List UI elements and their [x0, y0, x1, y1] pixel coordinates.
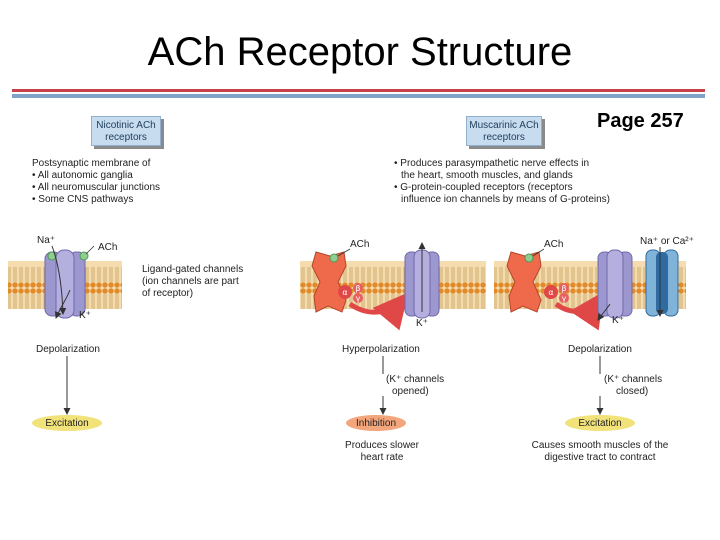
muscarinic-right-mechanism-2: closed): [616, 386, 649, 397]
muscarinic-left-outcome: Inhibition: [355, 418, 397, 429]
muscarinic-description-3: influence ion channels by means of G-proteins): [401, 194, 611, 205]
nicotinic-header-line1: Nicotinic ACh: [96, 120, 156, 131]
muscarinic-left-effect-2: heart rate: [360, 452, 404, 463]
muscarinic-left-ligand-label: ACh: [350, 239, 370, 250]
muscarinic-left-effect-1: Produces slower: [345, 440, 419, 451]
muscarinic-left-alpha: α: [342, 288, 348, 297]
muscarinic-left-ion-out-label: K⁺: [416, 318, 428, 329]
muscarinic-description-0: • Produces parasympathetic nerve effects in: [394, 158, 590, 169]
muscarinic-right-beta: β: [561, 284, 567, 293]
nicotinic-response: Depolarization: [36, 344, 100, 355]
muscarinic-left-ach-dot: [330, 254, 338, 262]
nicotinic-ligand-label: ACh: [98, 242, 118, 253]
muscarinic-right-k-channel: [598, 250, 632, 318]
muscarinic-description-2: • G-protein-coupled receptors (receptors: [394, 182, 573, 193]
muscarinic-right-cation-channel: [646, 250, 678, 316]
nicotinic-location-3: • Some CNS pathways: [32, 194, 134, 205]
muscarinic-right-gamma: γ: [561, 294, 567, 303]
muscarinic-description-1: the heart, smooth muscles, and glands: [401, 170, 573, 181]
muscarinic-right-effect-1: Causes smooth muscles of the: [531, 440, 669, 451]
muscarinic-left-beta: β: [355, 284, 361, 293]
muscarinic-left-gamma: γ: [355, 294, 361, 303]
muscarinic-right-mechanism-1: (K⁺ channels: [604, 374, 663, 385]
muscarinic-left-response: Hyperpolarization: [342, 344, 420, 355]
slide-title: ACh Receptor Structure: [147, 30, 573, 74]
page-reference: Page 257: [597, 110, 684, 132]
nicotinic-ion-out-label: K⁺: [79, 310, 91, 321]
nicotinic-location-2: • All neuromuscular junctions: [32, 182, 161, 193]
muscarinic-left-mechanism-2: opened): [392, 386, 429, 397]
muscarinic-right-ion-out-label: K⁺: [612, 315, 624, 326]
muscarinic-header-line1: Muscarinic ACh: [469, 120, 539, 131]
muscarinic-right-outcome: Excitation: [578, 418, 622, 429]
nicotinic-ach-pointer: [86, 246, 94, 254]
muscarinic-right-ach-dot: [525, 254, 533, 262]
nicotinic-location-1: • All autonomic ganglia: [32, 170, 133, 181]
nicotinic-note-line1: Ligand-gated channels: [142, 264, 244, 275]
nicotinic-note-line2: (ion channels are part: [142, 276, 239, 287]
muscarinic-right-ion-in-label: Na⁺ or Ca²⁺: [640, 236, 694, 247]
muscarinic-left-mechanism-1: (K⁺ channels: [386, 374, 445, 385]
muscarinic-right-alpha: α: [548, 288, 554, 297]
nicotinic-outcome: Excitation: [45, 418, 89, 429]
nicotinic-ion-in-label: Na⁺: [36, 235, 56, 246]
muscarinic-right-effect-2: digestive tract to contract: [544, 452, 656, 463]
muscarinic-right-response: Depolarization: [568, 344, 632, 355]
nicotinic-header-line2: receptors: [105, 132, 147, 143]
muscarinic-header-line2: receptors: [483, 132, 525, 143]
muscarinic-right-ligand-label: ACh: [544, 239, 564, 250]
nicotinic-location-0: Postsynaptic membrane of: [32, 158, 151, 169]
nicotinic-note-line3: of receptor): [142, 288, 194, 299]
